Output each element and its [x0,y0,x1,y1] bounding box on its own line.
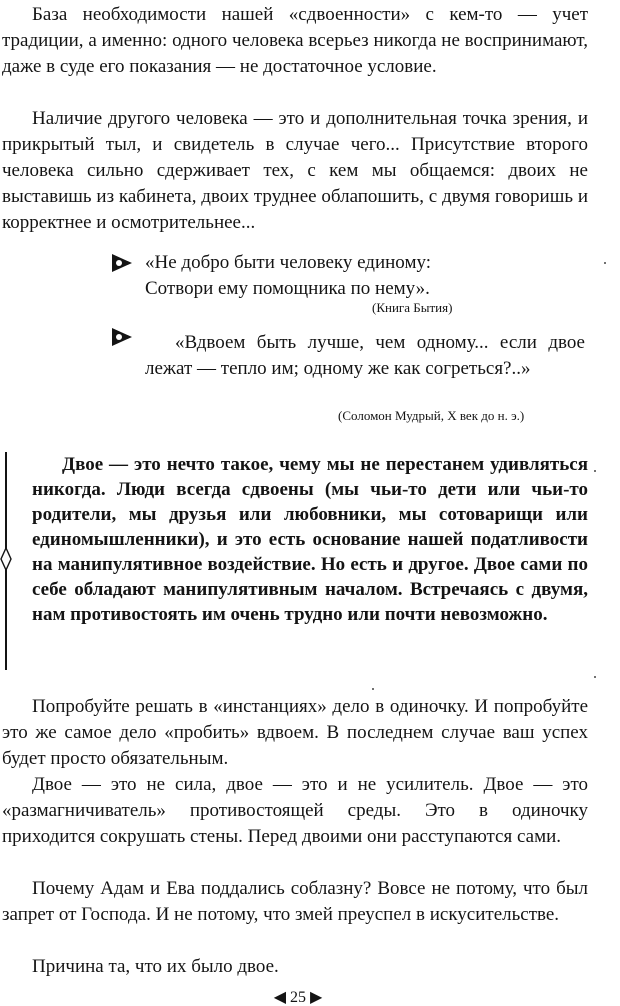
quote-solomon-source: (Соломон Мудрый, X век до н. э.) [338,408,525,423]
page-number [258,989,338,1006]
quote-genesis-source: (Книга Бытия) [372,300,453,315]
quote-arrow-icon [112,328,132,346]
paragraph-tradition: База необходимости нашей «сдвоенности» с кем-то — учет традиции, а именно: одного человека всерьез никогда не воспринимают, даже в суде его показания — не достаточное условие. [2,4,588,77]
print-speck [604,262,606,264]
paragraph-conclusion: Причина та, что их было двое. [32,956,279,977]
page-number-right-ornament: ▶ [310,989,323,1006]
print-speck [594,676,596,678]
quote-solomon: «Вдвоем быть лучше, чем одному... если двое лежат — тепло им; одному же как согреться?..» [145,332,585,379]
page-number-value: 25 [290,989,306,1006]
paragraph-instances: Попробуйте решать в «инстанциях» дело в одиночку. И попробуйте это же самое дело «пробить» вдвоем. В последнем случае ваш успех будет просто обязательным. [2,696,588,769]
paragraph-second-person: Наличие другого человека — это и дополнительная точка зрения, и прикрытый тыл, и свидетель в случае чего... Присутствие второго человека сильно сдерживает тех, с кем мы общаемся: двоих не выставишь из кабинета, двоих труднее облапошить, с двумя говоришь и корректнее и осмотрительнее... [2,108,588,233]
quote-genesis: «Не добро быти человеку единому: Сотвори ему помощника по нему». [145,252,431,299]
print-speck [594,470,596,472]
paragraph-adam-eve: Почему Адам и Ева поддались соблазну? Вовсе не потому, что был запрет от Господа. И не потому, что змей преуспел в искусительстве. [2,878,588,925]
emphasis-block: Двое — это нечто такое, чему мы не перестанем удивляться никогда. Люди всегда сдвоены (мы чьи-то дети или чьи-то родители, мы друзья или любовники, мы сотоварищи или единомышленники), и это есть основание нашей податливости на манипулятивное воздействие. Но есть и другое. Двое сами по себе обладают манипулятивным началом. Встречаясь с двумя, нам противостоять им очень трудно или почти невозможно. [32,454,588,625]
quote-arrow-icon [112,254,132,272]
paragraph-demagnetizer: Двое — это не сила, двое — это и не усилитель. Двое — это «размагничиватель» противостоящей среды. Это в одиночку приходится сокрушать стены. Перед двоими они расступаются сами. [2,774,588,847]
print-speck [372,688,374,690]
page-number-left-ornament: ◀ [273,989,286,1006]
diamond-ornament-icon [0,548,12,570]
